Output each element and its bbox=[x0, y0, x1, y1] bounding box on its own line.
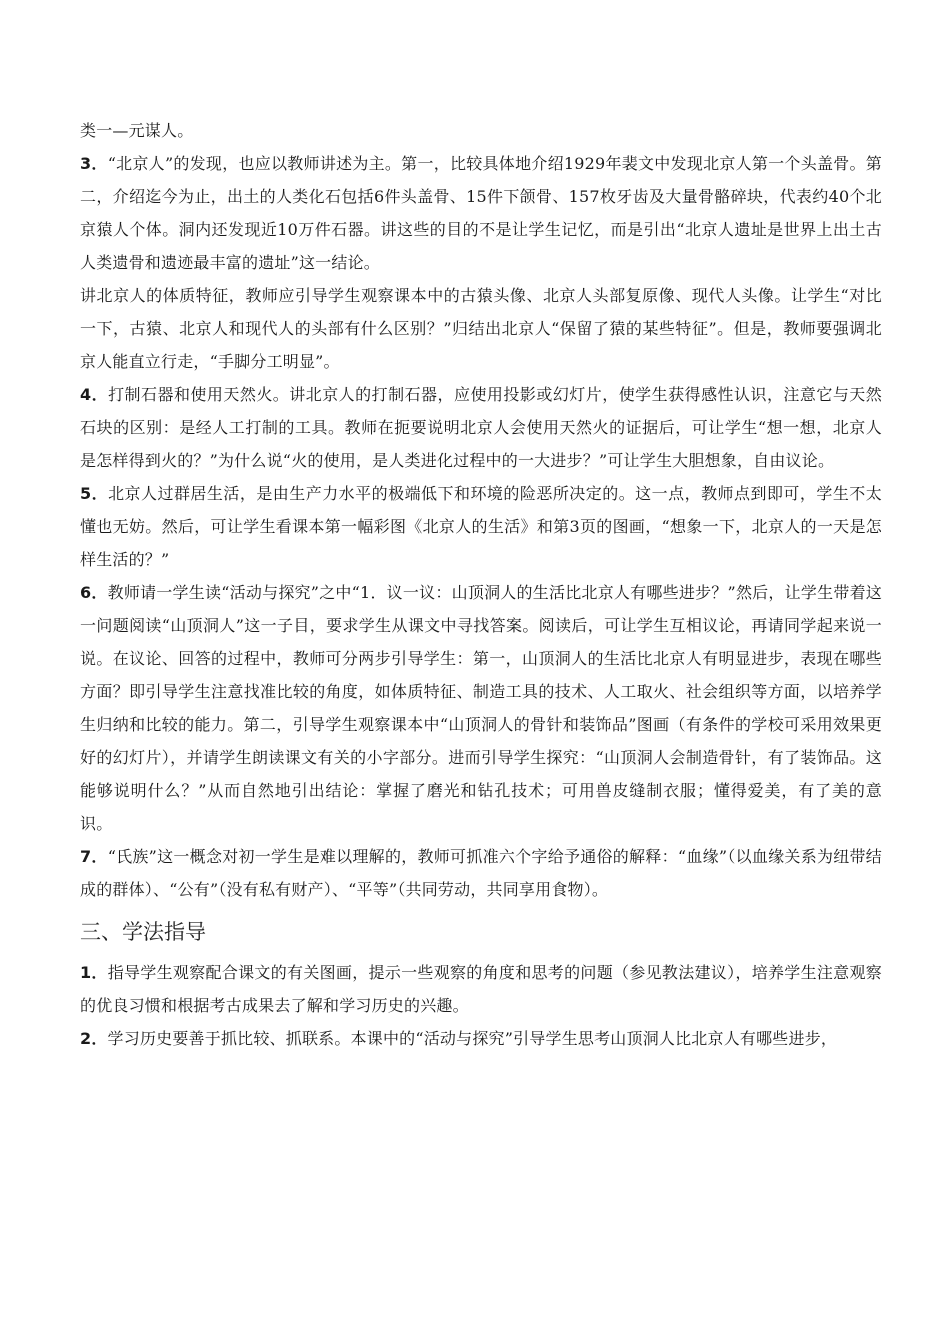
paragraph-text: 指导学生观察配合课文的有关图画，提示一些观察的角度和思考的问题（参见教法建议），培养学生注意观察的优良习惯和根据考古成果去了解和学习历史的兴趣。 bbox=[80, 963, 882, 1015]
paragraph-item-3 bbox=[80, 147, 882, 279]
paragraph-text: “北京人”的发现，也应以教师讲述为主。第一，比较具体地介绍1929年裴文中发现北京人第一个头盖骨。第二，介绍迄今为止，出土的人类化石包括6件头盖骨、15件下颌骨、157枚牙齿及大量骨骼碎块，代表约40个北京猿人个体。洞内还发现近10万件石器。讲这些的目的不是让学生记忆，而是引出“北京人遗址是世界上出土古人类遗骨和遗迹最丰富的遗址”这一结论。 bbox=[80, 154, 882, 272]
paragraph-item-6 bbox=[80, 576, 882, 840]
paragraph-item-7 bbox=[80, 840, 882, 906]
paragraph-number: 2． bbox=[80, 1029, 108, 1048]
paragraph-text: 打制石器和使用天然火。讲北京人的打制石器，应使用投影或幻灯片，使学生获得感性认识，注意它与天然石块的区别：是经人工打制的工具。教师在扼要说明北京人会使用天然火的证据后，可让学生“想一想，北京人是怎样得到火的？”为什么说“火的使用，是人类进化过程中的一大进步？”可让学生大胆想象，自由议论。 bbox=[80, 385, 882, 470]
paragraph-number: 6． bbox=[80, 583, 108, 602]
paragraph-text: “氏族”这一概念对初一学生是难以理解的，教师可抓准六个字给予通俗的解释：“血缘”（以血缘关系为纽带结成的群体）、“公有”（没有私有财产）、“平等”（共同劳动，共同享用食物）。 bbox=[80, 847, 882, 899]
paragraph-number: 5． bbox=[80, 484, 109, 503]
section-heading: 三、学法指导 bbox=[80, 920, 206, 944]
paragraph-text: 讲北京人的体质特征，教师应引导学生观察课本中的古猿头像、北京人头部复原像、现代人头像。让学生“对比一下，古猿、北京人和现代人的头部有什么区别？”归结出北京人“保留了猿的某些特征”。但是，教师要强调北京人能直立行走，“手脚分工明显”。 bbox=[80, 286, 882, 371]
paragraph-item-4 bbox=[80, 378, 882, 477]
paragraph-number: 3． bbox=[80, 154, 108, 173]
paragraph-item-5 bbox=[80, 477, 882, 576]
paragraph-number: 4． bbox=[80, 385, 109, 404]
paragraph-number: 1． bbox=[80, 963, 108, 982]
paragraph-text: 学习历史要善于抓比较、抓联系。本课中的“活动与探究”引导学生思考山顶洞人比北京人有哪些进步， bbox=[107, 1029, 838, 1048]
document-page bbox=[80, 114, 882, 1055]
study-guide-item-2 bbox=[80, 1022, 882, 1055]
paragraph-text: 北京人过群居生活，是由生产力水平的极端低下和环境的险恶所决定的。这一点，教师点到即可，学生不太懂也无妨。然后，可让学生看课本第一幅彩图《北京人的生活》和第3页的图画，“想象一下，北京人的一天是怎样生活的？” bbox=[80, 484, 882, 569]
paragraph-text: 教师请一学生读“活动与探究”之中“1．议一议：山顶洞人的生活比北京人有哪些进步？”然后，让学生带着这一问题阅读“山顶洞人”这一子目，要求学生从课文中寻找答案。阅读后，可让学生互相议论，再请同学起来说一说。在议论、回答的过程中，教师可分两步引导学生：第一，山顶洞人的生活比北京人有明显进步，表现在哪些方面？即引导学生注意找准比较的角度，如体质特征、制造工具的技术、人工取火、社会组织等方面，以培养学生归纳和比较的能力。第二，引导学生观察课本中“山顶洞人的骨针和装饰品”图画（有条件的学校可采用效果更好的幻灯片），并请学生朗读课文有关的小字部分。进而引导学生探究：“山顶洞人会制造骨针，有了装饰品。这能够说明什么？”从而自然地引出结论：掌握了磨光和钻孔技术；可用兽皮缝制衣服；懂得爱美，有了美的意识。 bbox=[80, 583, 882, 833]
paragraph-physical-features bbox=[80, 279, 882, 378]
paragraph-continuation bbox=[80, 114, 882, 147]
paragraph-number: 7． bbox=[80, 847, 108, 866]
paragraph-text: 类一—元谋人。 bbox=[80, 121, 194, 140]
study-guide-item-1 bbox=[80, 956, 882, 1022]
